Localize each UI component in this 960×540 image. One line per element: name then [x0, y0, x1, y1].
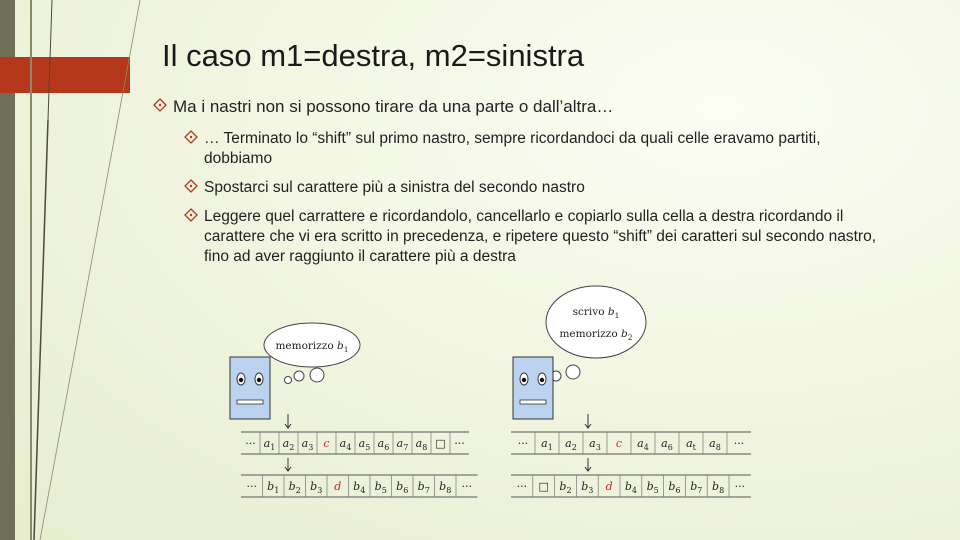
tape-cell-symbol: $a_7$: [396, 437, 409, 452]
bullet-text: Spostarci sul carattere più a sinistra del secondo nastro: [204, 179, 585, 196]
tape-cell-symbol: $b_3$: [581, 480, 594, 495]
tape-cell-symbol: $a_8$: [415, 437, 428, 452]
face-box: [230, 357, 270, 419]
slide-title: Il caso m1=destra, m2=sinistra: [162, 38, 585, 73]
tape-cell-symbol: ···: [517, 437, 529, 450]
thought-bubble: [540, 286, 647, 384]
tape-cell-symbol: d: [334, 480, 342, 493]
tape-bottom: [241, 475, 478, 497]
mouth: [237, 400, 263, 404]
tape-cell-symbol: $b_6$: [668, 480, 681, 495]
robot-face-icon: [230, 357, 270, 419]
tape-cell-symbol: $b_5$: [646, 480, 659, 495]
tape-cell-symbol: $a_6$: [661, 437, 673, 452]
tape-cell-symbol: $a_3$: [301, 437, 314, 452]
tape-cell-symbol: $b_8$: [439, 480, 452, 495]
pupil: [257, 378, 261, 382]
bubble-text: memorizzo $b_1$: [275, 340, 349, 354]
bubble-dot: [294, 371, 304, 381]
tape-cell-symbol: □: [435, 437, 446, 450]
tape-cell-symbol: $a_6$: [377, 437, 390, 452]
robot-face-icon: [513, 357, 553, 419]
head-arrow-icon: [585, 458, 591, 471]
tape-cell-symbol: $b_8$: [712, 480, 725, 495]
pupil: [239, 378, 243, 382]
tape-cell-symbol: ···: [245, 437, 256, 450]
bubble-dot: [285, 377, 292, 384]
bubble-body: [546, 286, 646, 358]
tape-cell-symbol: c: [615, 437, 623, 450]
tape-bottom: [511, 475, 751, 497]
tape-top: [241, 432, 469, 454]
bullet-text: Leggere quel carrattere e ricordandolo, cancellarlo e copiarlo sulla cella a destra ricordando il carattere che vi era scritto in precedenza, e ripetere questo “shift” dei caratteri sul secondo nastro, fino ad aver raggiunto il carattere più a destra: [204, 208, 877, 265]
tape-cell-symbol: $a_8$: [709, 437, 721, 452]
tape-cell-symbol: $b_7$: [690, 480, 703, 495]
thought-bubble: [264, 323, 360, 384]
head-arrow-icon: [285, 414, 291, 428]
face-box: [513, 357, 553, 419]
tape-cell-symbol: $b_4$: [353, 480, 366, 495]
bubble-text: memorizzo $b_2$: [559, 328, 633, 342]
tape-cell-symbol: $b_5$: [374, 480, 387, 495]
pupil: [540, 378, 544, 382]
tape-cell-symbol: d: [605, 480, 613, 493]
tape-cell-symbol: □: [538, 480, 549, 493]
mouth: [520, 400, 546, 404]
pupil: [522, 378, 526, 382]
bullet-text: Ma i nastri non si possono tirare da una parte o dall’altra…: [173, 97, 614, 116]
tape-cell-symbol: $a_1$: [541, 437, 553, 452]
tape-cell-symbol: $b_4$: [624, 480, 637, 495]
tape-cell-symbol: $a_3$: [589, 437, 601, 452]
tape-cell-symbol: $a_4$: [339, 437, 352, 452]
tape-cell-symbol: $b_6$: [396, 480, 409, 495]
tape-cell-symbol: ···: [734, 480, 746, 493]
tape-cell-symbol: ···: [454, 437, 465, 450]
tape-cell-symbol: $a_1$: [263, 437, 276, 452]
bullet-text: … Terminato lo “shift” sul primo nastro, sempre ricordandoci da quali celle eravamo partiti, dobbiamo: [204, 130, 821, 167]
tape-cell-symbol: ···: [246, 480, 257, 493]
tape-cell-symbol: ···: [516, 480, 528, 493]
tape-cell-symbol: $b_7$: [417, 480, 430, 495]
tape-cell-symbol: $b_1$: [267, 480, 280, 495]
tape-cell-symbol: ···: [733, 437, 745, 450]
tape-cell-symbol: $b_2$: [288, 480, 301, 495]
head-arrow-icon: [585, 414, 591, 428]
tape-cell-symbol: $a_t$: [686, 437, 696, 452]
tape-cell-symbol: $b_3$: [310, 480, 323, 495]
head-arrow-icon: [285, 458, 291, 471]
tape-cell-symbol: ···: [461, 480, 472, 493]
tape-cell-symbol: $a_5$: [358, 437, 371, 452]
tape-cell-symbol: c: [323, 437, 330, 450]
tape-top: [511, 432, 751, 454]
tape-cell-symbol: $a_2$: [565, 437, 577, 452]
bubble-text: scrivo $b_1$: [572, 306, 620, 320]
bubble-dot: [566, 365, 580, 379]
tape-cell-symbol: $b_2$: [559, 480, 572, 495]
tape-cell-symbol: $a_4$: [637, 437, 649, 452]
bubble-dot: [310, 368, 324, 382]
tape-cell-symbol: $a_2$: [282, 437, 295, 452]
